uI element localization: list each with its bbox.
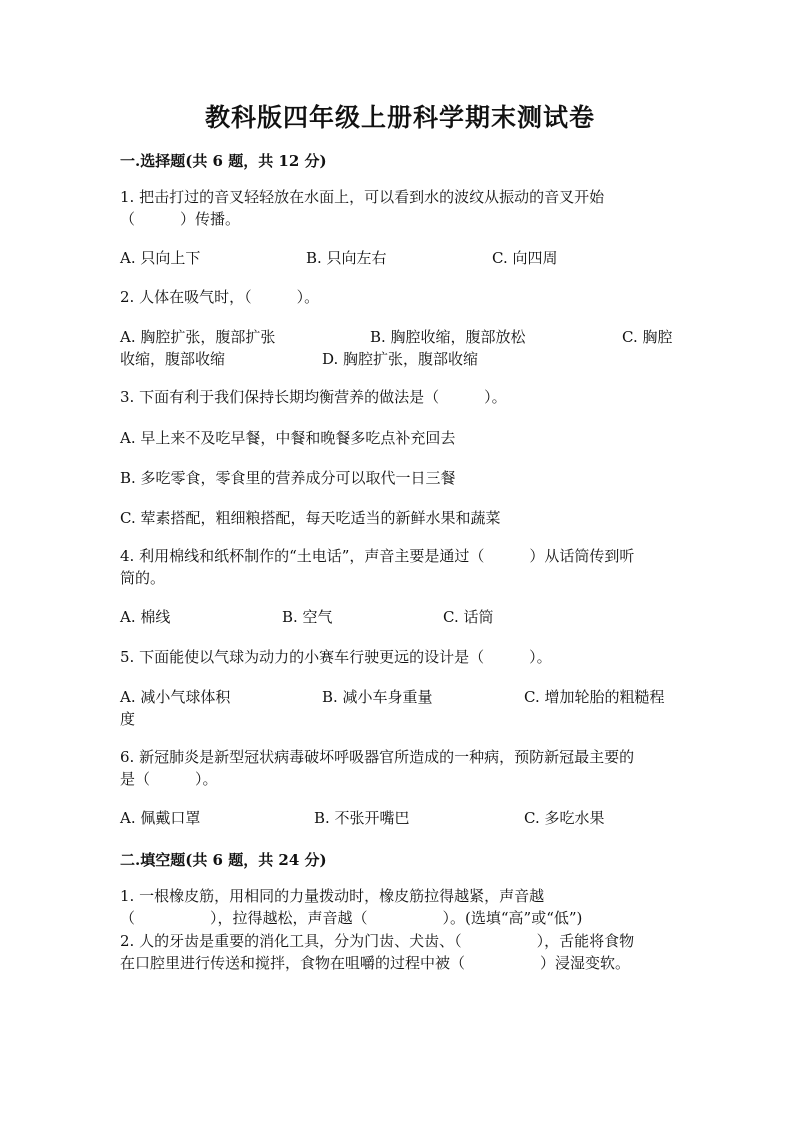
q3-option-a[interactable]: A. 早上来不及吃早餐，中餐和晚餐多吃点补充回去: [120, 429, 456, 447]
fill-question-2-line-2: 在口腔里进行传送和搅拌，食物在咀嚼的过程中被（ ）浸湿变软。: [120, 954, 631, 972]
q2-option-c[interactable]: C. 胸腔: [622, 328, 673, 346]
q4-option-c[interactable]: C. 话筒: [443, 608, 494, 626]
question-4-line-1: 4. 利用棉线和纸杯制作的“土电话”，声音主要是通过（ ）从话筒传到听: [120, 547, 635, 565]
question-6-line-1: 6. 新冠肺炎是新型冠状病毒破坏呼吸器官所造成的一种病，预防新冠最主要的: [120, 748, 635, 766]
fill-question-2-line-1: 2. 人的牙齿是重要的消化工具，分为门齿、犬齿、（ ），舌能将食物: [120, 932, 635, 950]
q6-option-a[interactable]: A. 佩戴口罩: [120, 809, 201, 827]
q4-option-a[interactable]: A. 棉线: [120, 608, 171, 626]
q6-option-b[interactable]: B. 不张开嘴巴: [314, 809, 410, 827]
fill-question-1-line-2: （ ），拉得越松，声音越（ ）。(选填“高”或“低”): [120, 909, 583, 927]
section-heading-fill-blank: 二.填空题(共 6 题，共 24 分): [120, 851, 327, 869]
section-heading-choice: 一.选择题(共 6 题，共 12 分): [120, 152, 327, 170]
q2-option-b[interactable]: B. 胸腔收缩，腹部放松: [370, 328, 526, 346]
q3-option-b[interactable]: B. 多吃零食，零食里的营养成分可以取代一日三餐: [120, 469, 456, 487]
q5-option-c-continued[interactable]: 度: [120, 710, 136, 728]
question-4-line-2: 筒的。: [120, 569, 166, 587]
q6-option-c[interactable]: C. 多吃水果: [524, 809, 605, 827]
q5-option-a[interactable]: A. 减小气球体积: [120, 688, 231, 706]
q2-option-c-continued[interactable]: 收缩，腹部收缩: [120, 350, 226, 368]
question-3-stem: 3. 下面有利于我们保持长期均衡营养的做法是（ ）。: [120, 388, 507, 406]
q5-option-c[interactable]: C. 增加轮胎的粗糙程: [524, 688, 665, 706]
q1-option-b[interactable]: B. 只向左右: [306, 249, 387, 267]
q3-option-c[interactable]: C. 荤素搭配，粗细粮搭配，每天吃适当的新鲜水果和蔬菜: [120, 509, 501, 527]
question-1-line-2: （ ）传播。: [120, 210, 241, 228]
q4-option-b[interactable]: B. 空气: [282, 608, 333, 626]
question-6-line-2: 是（ ）。: [120, 770, 218, 788]
question-5-stem: 5. 下面能使以气球为动力的小赛车行驶更远的设计是（ ）。: [120, 648, 552, 666]
q2-option-a[interactable]: A. 胸腔扩张，腹部扩张: [120, 328, 276, 346]
q2-option-d[interactable]: D. 胸腔扩张，腹部收缩: [322, 350, 479, 368]
q5-option-b[interactable]: B. 减小车身重量: [322, 688, 433, 706]
question-1-line-1: 1. 把击打过的音叉轻轻放在水面上，可以看到水的波纹从振动的音叉开始: [120, 188, 605, 206]
fill-question-1-line-1: 1. 一根橡皮筋，用相同的力量拨动时，橡皮筋拉得越紧，声音越: [120, 887, 545, 905]
q1-option-c[interactable]: C. 向四周: [492, 249, 558, 267]
question-2-stem: 2. 人体在吸气时，（ ）。: [120, 288, 320, 306]
page-title: 教科版四年级上册科学期末测试卷: [204, 103, 595, 132]
q1-option-a[interactable]: A. 只向上下: [120, 249, 201, 267]
